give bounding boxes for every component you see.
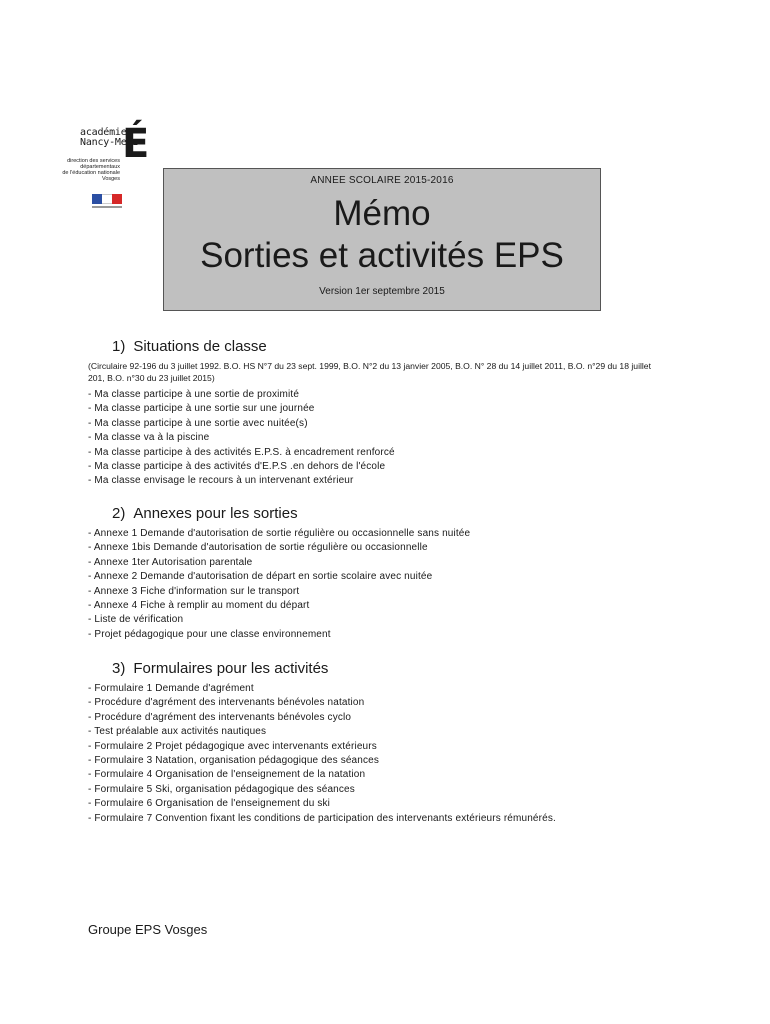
title-box (163, 168, 601, 311)
logo-line2: Nancy-Metz (80, 137, 139, 148)
footer-signature: Groupe EPS Vosges (88, 922, 208, 937)
logo-line1: académie (80, 127, 127, 138)
list-item: - Test préalable aux activités nautiques (88, 726, 267, 738)
list-item: - Formulaire 4 Organisation de l'enseignement de la natation (88, 769, 366, 781)
list-item: - Formulaire 6 Organisation de l'enseignement du ski (88, 798, 331, 810)
list-item: - Annexe 1bis Demande d'autorisation de sortie régulière ou occasionnelle (88, 542, 428, 554)
list-item: - Formulaire 5 Ski, organisation pédagogique des séances (88, 783, 355, 795)
formulaires-list (88, 682, 688, 826)
section-annexes (88, 505, 688, 642)
version-label: Version 1er septembre 2015 (319, 286, 445, 297)
logo-e-icon: É (122, 121, 150, 167)
list-item: - Ma classe participe à une sortie de proximité (88, 389, 300, 400)
situation-list (88, 388, 688, 489)
section-formulaires (88, 660, 688, 826)
french-flag-icon (92, 194, 122, 204)
page-title: Mémo (333, 194, 431, 233)
direction-line: départementaux (80, 164, 120, 170)
logo-direction (58, 158, 120, 182)
list-item: - Liste de vérification (88, 614, 184, 626)
list-item: - Formulaire 1 Demande d'agrément (88, 683, 254, 694)
section-title: Annexes pour les sorties (133, 505, 298, 522)
direction-line: Vosges (101, 176, 120, 182)
section-situations (88, 338, 688, 489)
list-item: - Annexe 1 Demande d'autorisation de sortie régulière ou occasionnelle sans nuitée (88, 528, 471, 539)
section-number: 1) (112, 338, 126, 355)
school-year: ANNEE SCOLAIRE 2015-2016 (310, 175, 454, 186)
republic-mark (92, 206, 122, 208)
section-heading (88, 660, 688, 678)
academie-logo (58, 121, 158, 214)
list-item: - Ma classe envisage le recours à un intervenant extérieur (88, 475, 354, 487)
direction-line: de l'éducation nationale (62, 170, 120, 176)
annexes-list (88, 527, 688, 642)
section-title: Formulaires pour les activités (133, 660, 329, 677)
list-item: - Ma classe participe à une sortie sur une journée (88, 403, 315, 415)
list-item: - Ma classe va à la piscine (88, 432, 210, 444)
section-heading (88, 338, 688, 356)
list-item: - Projet pédagogique pour une classe environnement (88, 628, 331, 640)
list-item: - Formulaire 2 Projet pédagogique avec intervenants extérieurs (88, 740, 377, 752)
list-item: - Ma classe participe à des activités d'E.P.S .en dehors de l'école (88, 461, 386, 473)
list-item: - Formulaire 7 Convention fixant les conditions de participation des intervenants extérieurs rémunérés. (88, 812, 556, 824)
list-item: - Annexe 1ter Autorisation parentale (88, 556, 253, 568)
section-number: 2) (112, 505, 126, 522)
list-item: - Ma classe participe à des activités E.P.S. à encadrement renforcé (88, 446, 395, 458)
direction-line: direction des services (67, 158, 120, 164)
circular-reference: (Circulaire 92-196 du 3 juillet 1992. B.O. HS N°7 du 23 sept. 1999, B.O. N°2 du 13 janvier 2005, B.O. N° 28 du 14 juillet 2011, B.O. n°29 du 18 juillet 201, B.O. n°30 du 23 juillet 2015) (88, 361, 651, 383)
section-heading (88, 505, 688, 523)
list-item: - Formulaire 3 Natation, organisation pédagogique des séances (88, 755, 379, 767)
list-item: - Procédure d'agrément des intervenants bénévoles cyclo (88, 711, 352, 723)
list-item: - Procédure d'agrément des intervenants bénévoles natation (88, 697, 365, 709)
section-title: Situations de classe (133, 338, 267, 355)
list-item: - Annexe 3 Fiche d'information sur le transport (88, 585, 300, 597)
list-item: - Annexe 4 Fiche à remplir au moment du départ (88, 600, 310, 612)
list-item: - Ma classe participe à une sortie avec nuitée(s) (88, 417, 308, 429)
list-item: - Annexe 2 Demande d'autorisation de départ en sortie scolaire avec nuitée (88, 571, 433, 583)
page-subtitle: Sorties et activités EPS (200, 236, 564, 275)
section-number: 3) (112, 660, 126, 677)
